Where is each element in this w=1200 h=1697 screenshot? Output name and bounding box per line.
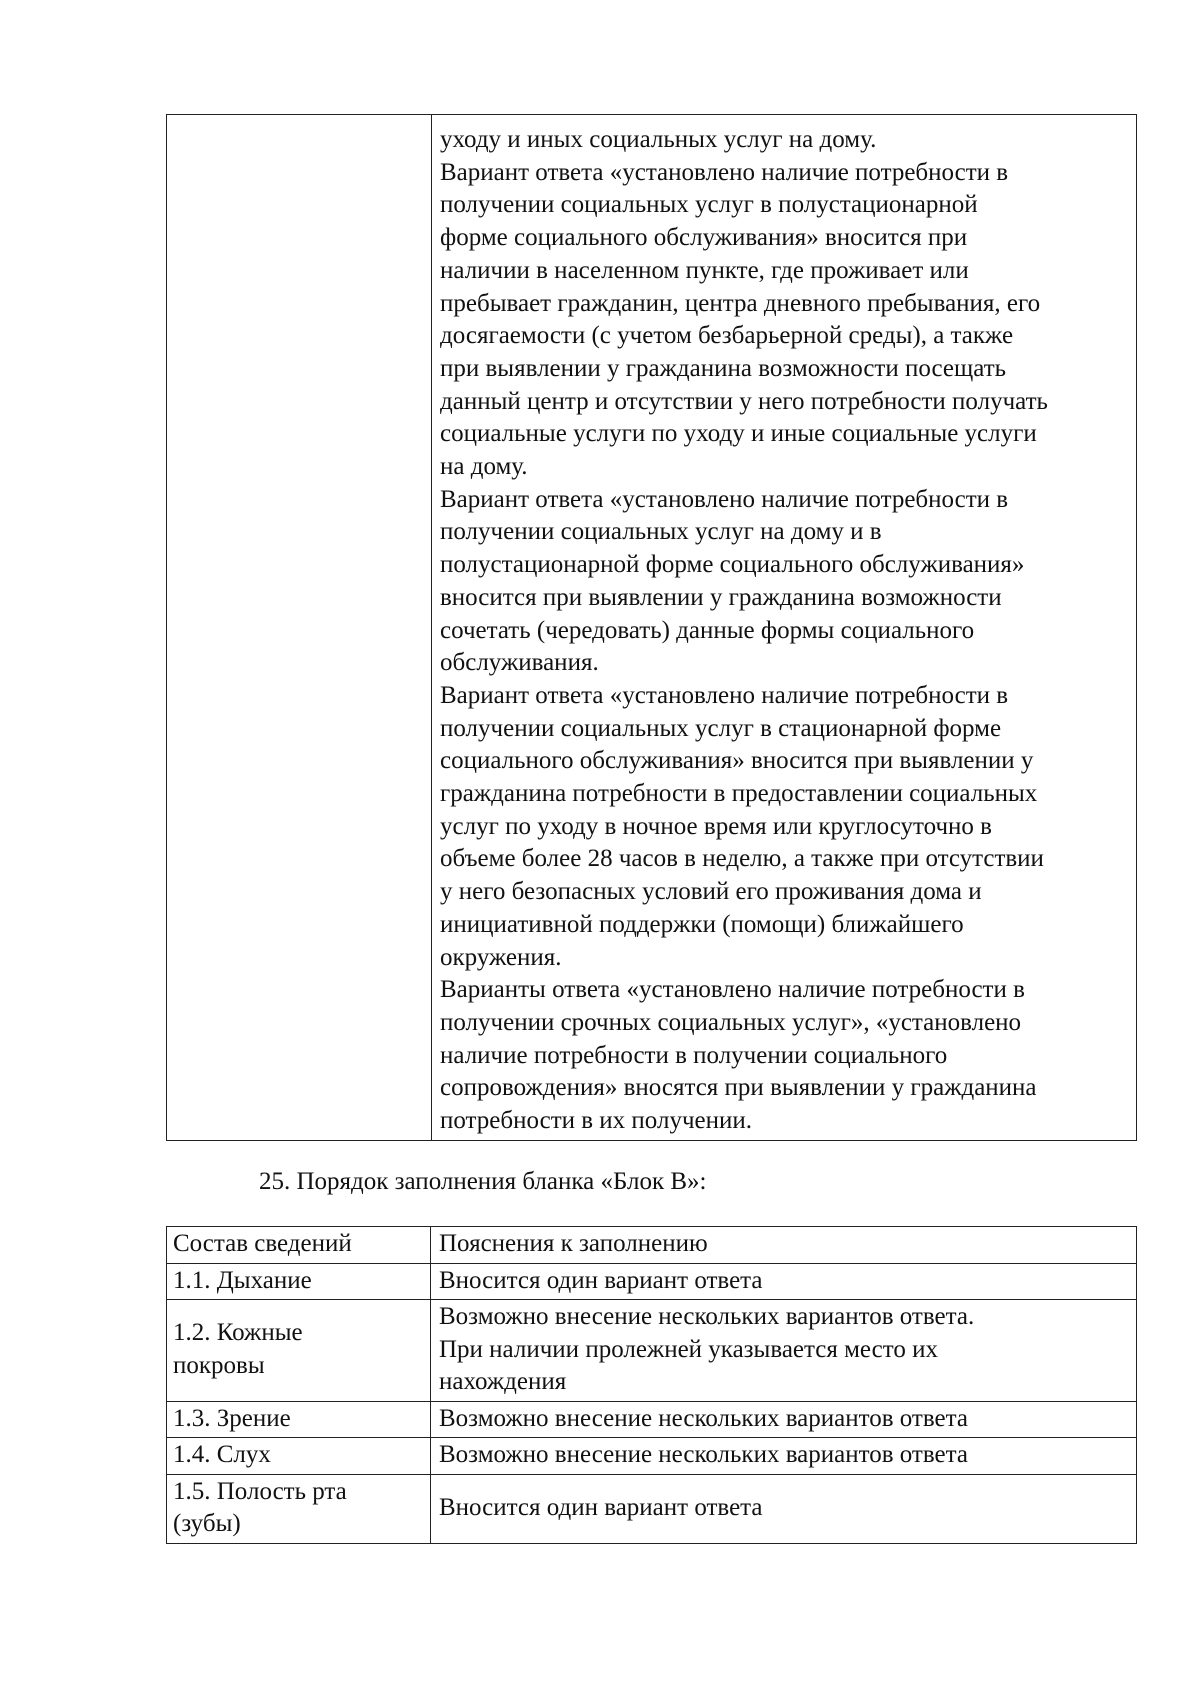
- text-line: получении срочных социальных услуг», «установлено: [440, 1008, 1022, 1036]
- text-line: у него безопасных условий его проживания дома и: [440, 878, 982, 906]
- item-text: 1.5. Полость рта: [173, 1477, 347, 1505]
- note-cell: [431, 1263, 1137, 1300]
- text-line: Вариант ответа «установлено наличие потребности в: [440, 485, 1009, 513]
- text-line: обслуживания.: [440, 649, 599, 677]
- paragraph: [440, 157, 1132, 484]
- text-line: наличие потребности в получении социального: [440, 1041, 948, 1069]
- continuation-table: [166, 114, 1137, 1141]
- text-line: получении социальных услуг в стационарной форме: [440, 714, 1002, 742]
- text-line: при выявлении у гражданина возможности посещать: [440, 354, 1007, 382]
- text-line: сочетать (чередовать) данные формы социального: [440, 616, 975, 644]
- text-line: гражданина потребности в предоставлении социальных: [440, 780, 1038, 808]
- explanation-text: [440, 124, 1132, 1138]
- text-line: пребывает гражданин, центра дневного пребывания, его: [440, 289, 1041, 317]
- block-b-table: [166, 1226, 1137, 1544]
- paragraph: [440, 484, 1132, 680]
- table-row: [167, 1474, 1137, 1543]
- item-text: (зубы): [173, 1510, 241, 1537]
- text-line: инициативной поддержки (помощи) ближайшего: [440, 910, 964, 938]
- header-explanation: Пояснения к заполнению: [431, 1227, 1137, 1264]
- text-line: Вариант ответа «установлено наличие потребности в: [440, 681, 1009, 709]
- table-row: [167, 1438, 1137, 1475]
- text-line: получении социальных услуг в полустационарной: [440, 191, 978, 219]
- note-cell: [431, 1401, 1137, 1438]
- note-text: нахождения: [439, 1368, 567, 1395]
- text-line: уходу и иных социальных услуг на дому.: [440, 126, 877, 153]
- note-text: Возможно внесение нескольких вариантов ответа: [439, 1441, 968, 1468]
- header-composition: Состав сведений: [167, 1227, 431, 1264]
- text-line: услуг по уходу в ночное время или круглосуточно в: [440, 812, 992, 840]
- text-line: Варианты ответа «установлено наличие потребности в: [440, 976, 1025, 1004]
- note-text: Возможно внесение нескольких вариантов ответа.: [439, 1303, 975, 1330]
- paragraph: [440, 124, 1132, 157]
- text-line: на дому.: [440, 453, 528, 481]
- text-line: социальные услуги по уходу и иные социальные услуги: [440, 420, 1037, 448]
- item-text: покровы: [173, 1351, 265, 1379]
- text-line: форме социального обслуживания» вносится при: [440, 224, 968, 252]
- note-text: При наличии пролежней указывается место их: [439, 1335, 938, 1363]
- table-header-row: [167, 1227, 1137, 1264]
- item-cell: [167, 1300, 431, 1402]
- note-text: Вносится один вариант ответа: [439, 1493, 763, 1521]
- note-cell: [431, 1438, 1137, 1475]
- table-row: [167, 1401, 1137, 1438]
- item-cell: [167, 1474, 431, 1543]
- empty-cell: [167, 115, 432, 1141]
- note-cell: [431, 1300, 1137, 1402]
- block-b-body: [167, 1263, 1137, 1543]
- text-line: досягаемости (с учетом безбарьерной среды), а также: [440, 322, 1014, 350]
- note-cell: [431, 1474, 1137, 1543]
- text-line: сопровождения» вносятся при выявлении у гражданина: [440, 1074, 1037, 1102]
- section-heading: 25. Порядок заполнения бланка «Блок В»:: [259, 1168, 707, 1195]
- table-row: [167, 115, 1137, 1141]
- item-text: 1.3. Зрение: [173, 1404, 291, 1432]
- item-text: 1.4. Слух: [173, 1441, 271, 1468]
- text-line: объеме более 28 часов в неделю, а также при отсутствии: [440, 845, 1044, 873]
- item-cell: [167, 1401, 431, 1438]
- note-text: Вносится один вариант ответа: [439, 1266, 763, 1294]
- text-line: окружения.: [440, 943, 562, 971]
- text-line: вносится при выявлении у гражданина возможности: [440, 583, 1002, 611]
- table-row: [167, 1300, 1137, 1402]
- paragraph: [440, 680, 1132, 974]
- text-line: данный центр и отсутствии у него потребности получать: [440, 387, 1048, 415]
- item-text: 1.1. Дыхание: [173, 1266, 312, 1294]
- text-line: наличии в населенном пункте, где проживает или: [440, 256, 969, 284]
- explanation-cell: [432, 115, 1137, 1141]
- paragraph: [440, 974, 1132, 1138]
- item-cell: [167, 1263, 431, 1300]
- text-line: потребности в их получении.: [440, 1107, 753, 1135]
- note-text: Возможно внесение нескольких вариантов ответа: [439, 1404, 968, 1432]
- text-line: получении социальных услуг на дому и в: [440, 518, 882, 546]
- table-row: [167, 1263, 1137, 1300]
- text-line: Вариант ответа «установлено наличие потребности в: [440, 158, 1009, 186]
- text-line: социального обслуживания» вносится при выявлении у: [440, 747, 1034, 775]
- item-text: 1.2. Кожные: [173, 1319, 303, 1347]
- text-line: полустационарной форме социального обслуживания»: [440, 551, 1025, 579]
- item-cell: [167, 1438, 431, 1475]
